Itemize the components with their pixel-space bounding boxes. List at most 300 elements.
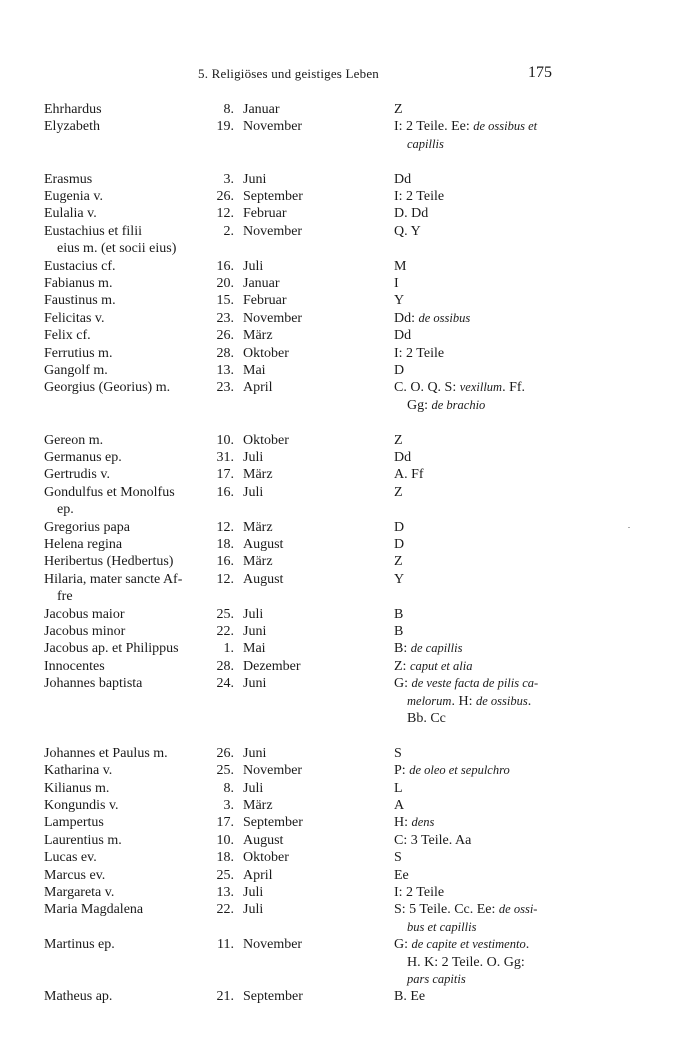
saint-name bbox=[44, 362, 204, 379]
saint-name-line: Faustinus m. bbox=[44, 293, 116, 309]
reference-text: B bbox=[394, 624, 404, 639]
feast-day: 12. bbox=[216, 571, 234, 587]
saint-name bbox=[44, 275, 204, 292]
relic-reference-line bbox=[394, 710, 564, 727]
relic-reference-line bbox=[394, 936, 564, 953]
latin-note: pars capitis bbox=[407, 972, 466, 986]
relic-reference-line bbox=[394, 954, 564, 971]
feast-month: Juni bbox=[243, 676, 267, 692]
relic-reference-line bbox=[394, 832, 564, 849]
relic-reference-line bbox=[394, 188, 564, 205]
feast-day: 12. bbox=[216, 519, 234, 535]
feast-day: 15. bbox=[216, 293, 234, 309]
feast-day: 8. bbox=[223, 780, 234, 796]
reference-text: I: 2 Teile bbox=[394, 885, 445, 900]
saint-name bbox=[44, 536, 204, 553]
saint-name-line: Laurentius m. bbox=[44, 832, 122, 848]
feast-day: 18. bbox=[216, 850, 234, 866]
saint-name bbox=[44, 936, 204, 953]
relic-reference bbox=[394, 536, 564, 553]
relic-reference-line bbox=[394, 797, 564, 814]
feast-day: 28. bbox=[216, 658, 234, 674]
reference-text: Z: bbox=[394, 658, 410, 674]
saint-name-line: Jacobus minor bbox=[44, 624, 126, 639]
relic-reference-line bbox=[394, 919, 564, 936]
feast-month: Juli bbox=[243, 606, 264, 622]
saint-name-line: Johannes et Paulus m. bbox=[44, 745, 168, 761]
relic-reference bbox=[394, 327, 564, 344]
saint-name-line: Gregorius papa bbox=[44, 519, 130, 535]
relic-reference-line bbox=[394, 466, 564, 483]
reference-text: Dd bbox=[394, 328, 412, 344]
scan-speck bbox=[628, 527, 630, 528]
relic-reference-line bbox=[394, 362, 564, 379]
saint-name-line: Kongundis v. bbox=[44, 798, 119, 813]
feast-day: 25. bbox=[216, 867, 234, 883]
reference-text: H: bbox=[394, 815, 412, 831]
saint-name-line: Felicitas v. bbox=[44, 310, 105, 326]
relic-reference bbox=[394, 466, 564, 483]
feast-month: Oktober bbox=[243, 432, 289, 448]
feast-day: 13. bbox=[216, 885, 234, 900]
relic-reference bbox=[394, 171, 564, 188]
saint-name bbox=[44, 553, 204, 570]
latin-note: de oleo et sepulchro bbox=[409, 763, 510, 778]
saint-name bbox=[44, 345, 204, 362]
reference-text: G: bbox=[394, 676, 412, 692]
reference-text: Y bbox=[394, 571, 405, 587]
relic-reference bbox=[394, 780, 564, 797]
saint-name bbox=[44, 519, 204, 536]
relic-reference-line bbox=[394, 118, 564, 135]
latin-note: melorum bbox=[407, 693, 452, 708]
reference-text: . bbox=[527, 693, 532, 709]
relic-reference bbox=[394, 884, 564, 901]
relic-reference-line bbox=[394, 971, 564, 988]
feast-day: 13. bbox=[216, 363, 234, 378]
feast-month: Oktober bbox=[243, 345, 289, 361]
feast-month: November bbox=[243, 310, 303, 326]
relic-reference bbox=[394, 188, 564, 205]
feast-day: 3. bbox=[223, 171, 234, 187]
saint-name bbox=[44, 797, 204, 814]
saint-name bbox=[44, 379, 204, 396]
feast-day: 12. bbox=[216, 206, 234, 222]
saint-name-line: Erasmus bbox=[44, 171, 93, 187]
feast-day: 2. bbox=[223, 223, 234, 239]
feast-month: März bbox=[243, 519, 273, 535]
relic-reference-line bbox=[394, 292, 564, 309]
relic-reference-line bbox=[394, 310, 564, 327]
reference-text: D bbox=[394, 363, 405, 378]
saint-name-line: Eulalia v. bbox=[44, 206, 97, 222]
feast-month: September bbox=[243, 189, 303, 204]
saint-name-line: Marcus ev. bbox=[44, 867, 106, 883]
saint-name-line: Eustacius cf. bbox=[44, 258, 116, 274]
reference-text: Z bbox=[394, 554, 403, 570]
feast-month: Januar bbox=[243, 276, 280, 291]
saint-name-line: Matheus ap. bbox=[44, 989, 113, 1005]
saint-name bbox=[44, 832, 204, 849]
saint-name-line: Gertrudis v. bbox=[44, 467, 110, 483]
relic-reference bbox=[394, 988, 564, 1005]
relic-reference bbox=[394, 814, 564, 831]
saint-name-line: Innocentes bbox=[44, 658, 105, 674]
reference-text: G: bbox=[394, 937, 412, 953]
saint-name-line: Eustachius et filii bbox=[44, 223, 142, 239]
saint-name-line: Helena regina bbox=[44, 537, 123, 552]
feast-month: April bbox=[243, 380, 273, 396]
relic-reference-line bbox=[394, 675, 564, 692]
reference-text: P: bbox=[394, 763, 410, 779]
feast-day: 10. bbox=[216, 832, 234, 848]
saint-name bbox=[44, 205, 204, 222]
saint-name bbox=[44, 310, 204, 327]
relic-reference-line bbox=[394, 814, 564, 831]
saint-name bbox=[44, 118, 204, 135]
latin-note: bus et capillis bbox=[407, 919, 477, 934]
relic-reference-line bbox=[394, 327, 564, 344]
feast-month: September bbox=[243, 815, 303, 831]
feast-day: 23. bbox=[216, 310, 234, 326]
saint-name bbox=[44, 814, 204, 831]
reference-text: Q. Y bbox=[394, 223, 421, 239]
saint-name bbox=[44, 188, 204, 205]
reference-text: M bbox=[394, 258, 407, 274]
saint-name-line: Ferrutius m. bbox=[44, 345, 113, 361]
relic-reference-line bbox=[394, 901, 564, 918]
feast-day: 31. bbox=[216, 450, 234, 465]
running-title: 5. Religiöses und geistiges Leben bbox=[198, 66, 379, 81]
feast-month: Juni bbox=[243, 624, 267, 639]
relic-reference-line bbox=[394, 484, 564, 501]
relic-reference-line bbox=[394, 101, 564, 118]
feast-month: November bbox=[243, 119, 303, 135]
reference-text: I: 2 Teile. Ee: bbox=[394, 119, 474, 135]
feast-month: Mai bbox=[243, 641, 266, 657]
feast-month: März bbox=[243, 328, 273, 344]
relic-reference bbox=[394, 345, 564, 362]
latin-note: capillis bbox=[407, 136, 444, 151]
feast-day: 23. bbox=[216, 380, 234, 396]
saint-name-line: Kilianus m. bbox=[44, 780, 110, 796]
latin-note: de ossibus et bbox=[473, 119, 538, 134]
feast-month: Juli bbox=[243, 484, 264, 500]
reference-text: B. Ee bbox=[394, 989, 426, 1005]
reference-text: . bbox=[525, 937, 530, 953]
feast-month: August bbox=[243, 571, 284, 587]
relic-reference-line bbox=[394, 553, 564, 570]
saint-name bbox=[44, 466, 204, 483]
relic-reference-line bbox=[394, 205, 564, 222]
relic-reference-line bbox=[394, 571, 564, 588]
reference-text: Dd: bbox=[394, 310, 419, 326]
reference-text: C: 3 Teile. Aa bbox=[394, 832, 472, 848]
feast-month: Oktober bbox=[243, 850, 289, 866]
feast-month: Januar bbox=[243, 102, 280, 117]
reference-text: I: 2 Teile bbox=[394, 189, 445, 204]
saint-name bbox=[44, 640, 204, 657]
reference-text: Z bbox=[394, 432, 403, 448]
saint-name bbox=[44, 606, 204, 623]
feast-month: August bbox=[243, 537, 284, 552]
reference-text: S bbox=[394, 745, 402, 761]
saint-name-line: Johannes baptista bbox=[44, 676, 143, 692]
relic-reference-line bbox=[394, 536, 564, 553]
relic-reference bbox=[394, 762, 564, 779]
relic-reference bbox=[394, 223, 564, 240]
feast-month: Juli bbox=[243, 780, 264, 796]
relic-reference-line bbox=[394, 762, 564, 779]
saint-name-line: ep. bbox=[57, 502, 74, 518]
relic-reference-line bbox=[394, 519, 564, 536]
saint-name bbox=[44, 884, 204, 901]
feast-month: Februar bbox=[243, 206, 287, 222]
page-number: 175 bbox=[528, 64, 552, 81]
feast-month: November bbox=[243, 763, 303, 779]
saint-name-line: Margareta v. bbox=[44, 885, 115, 900]
feast-month: Juli bbox=[243, 258, 264, 274]
relic-reference-line bbox=[394, 658, 564, 675]
feast-day: 8. bbox=[223, 102, 234, 117]
saint-name-line: Martinus ep. bbox=[44, 937, 115, 953]
latin-note: de veste facta de pilis ca- bbox=[411, 676, 539, 691]
relic-reference-line bbox=[394, 345, 564, 362]
relic-reference bbox=[394, 118, 564, 153]
saint-name-line: Heribertus (Hedbertus) bbox=[44, 554, 174, 570]
relic-reference-line bbox=[394, 397, 564, 414]
running-head bbox=[0, 66, 700, 86]
saint-name-line: Ehrhardus bbox=[44, 102, 102, 117]
reference-text: D bbox=[394, 537, 405, 552]
reference-text: I: 2 Teile bbox=[394, 345, 445, 361]
relic-reference-line bbox=[394, 849, 564, 866]
relic-reference-line bbox=[394, 606, 564, 623]
feast-month: März bbox=[243, 554, 273, 570]
feast-day: 20. bbox=[216, 276, 234, 291]
latin-note: de capite et vestimento bbox=[411, 937, 526, 952]
relic-reference bbox=[394, 658, 564, 675]
saint-name-line: Jacobus maior bbox=[44, 606, 125, 622]
feast-day: 22. bbox=[216, 902, 234, 918]
reference-text: Dd bbox=[394, 171, 412, 187]
relic-reference-line bbox=[394, 867, 564, 884]
reference-text: Z bbox=[394, 102, 403, 117]
relic-reference-line bbox=[394, 745, 564, 762]
latin-note: de ossibus bbox=[475, 693, 528, 708]
relic-reference bbox=[394, 519, 564, 536]
feast-month: August bbox=[243, 832, 284, 848]
relic-reference-line bbox=[394, 171, 564, 188]
saint-name-line: Georgius (Georius) m. bbox=[44, 380, 171, 396]
reference-text: S bbox=[394, 850, 402, 866]
feast-month: März bbox=[243, 467, 273, 483]
feast-month: November bbox=[243, 223, 303, 239]
relic-reference-line bbox=[394, 136, 564, 153]
relic-reference-line bbox=[394, 275, 564, 292]
relic-reference bbox=[394, 292, 564, 309]
saint-name bbox=[44, 223, 204, 258]
reference-text: S: 5 Teile. Cc. Ee: bbox=[394, 902, 499, 918]
latin-note: de capillis bbox=[410, 641, 463, 656]
feast-month: Juni bbox=[243, 745, 267, 761]
feast-day: 25. bbox=[216, 606, 234, 622]
saint-name bbox=[44, 675, 204, 692]
relic-reference bbox=[394, 623, 564, 640]
relic-reference-line bbox=[394, 640, 564, 657]
saint-name bbox=[44, 762, 204, 779]
saint-name bbox=[44, 292, 204, 309]
feast-day: 3. bbox=[223, 798, 234, 813]
saint-name bbox=[44, 484, 204, 519]
reference-text: C. O. Q. S: bbox=[394, 380, 460, 396]
relic-reference-line bbox=[394, 988, 564, 1005]
feast-month: September bbox=[243, 989, 303, 1005]
relic-reference bbox=[394, 432, 564, 449]
reference-text: . Ff. bbox=[502, 380, 526, 396]
reference-text: Z bbox=[394, 484, 403, 500]
relic-reference-line bbox=[394, 379, 564, 396]
saint-name bbox=[44, 780, 204, 797]
relic-reference bbox=[394, 449, 564, 466]
reference-text: D bbox=[394, 519, 405, 535]
feast-day: 24. bbox=[216, 676, 234, 692]
saint-name-line: Elyzabeth bbox=[44, 119, 100, 135]
reference-text: B bbox=[394, 606, 404, 622]
relic-reference bbox=[394, 310, 564, 327]
reference-text: A bbox=[394, 798, 405, 813]
reference-text: D. Dd bbox=[394, 206, 429, 222]
relic-reference bbox=[394, 205, 564, 222]
reference-text: B: bbox=[394, 641, 411, 657]
saint-name-line: Eugenia v. bbox=[44, 189, 103, 204]
relic-reference-line bbox=[394, 780, 564, 797]
saint-name bbox=[44, 623, 204, 640]
saint-name bbox=[44, 901, 204, 918]
saint-name-line: Hilaria, mater sancte Af- bbox=[44, 571, 183, 587]
relic-reference bbox=[394, 640, 564, 657]
relic-reference-line bbox=[394, 884, 564, 901]
feast-month: Mai bbox=[243, 363, 266, 378]
feast-month: Juli bbox=[243, 885, 264, 900]
feast-day: 21. bbox=[216, 989, 234, 1005]
saint-name-line: Gangolf m. bbox=[44, 363, 108, 378]
latin-note: vexillum bbox=[459, 380, 503, 395]
feast-month: Februar bbox=[243, 293, 287, 309]
feast-day: 1. bbox=[223, 641, 234, 657]
saint-name bbox=[44, 867, 204, 884]
saint-name-line: Fabianus m. bbox=[44, 276, 113, 291]
feast-day: 22. bbox=[216, 624, 234, 639]
saint-name bbox=[44, 988, 204, 1005]
relic-reference-line bbox=[394, 623, 564, 640]
saint-name bbox=[44, 449, 204, 466]
saint-name-line: Lampertus bbox=[44, 815, 104, 831]
relic-reference bbox=[394, 571, 564, 588]
feast-day: 25. bbox=[216, 763, 234, 779]
saint-name-line: Gondulfus et Monolfus bbox=[44, 484, 175, 500]
feast-month: Juni bbox=[243, 171, 267, 187]
feast-day: 17. bbox=[216, 467, 234, 483]
feast-month: Dezember bbox=[243, 658, 301, 674]
relic-reference bbox=[394, 258, 564, 275]
reference-text: L bbox=[394, 780, 403, 796]
feast-month: März bbox=[243, 798, 273, 813]
reference-text: Gg: bbox=[407, 397, 432, 413]
reference-text: Ee bbox=[394, 867, 409, 883]
saint-name-line: Katharina v. bbox=[44, 763, 113, 779]
relic-reference-line bbox=[394, 432, 564, 449]
relic-reference bbox=[394, 745, 564, 762]
relic-reference bbox=[394, 606, 564, 623]
feast-day: 26. bbox=[216, 328, 234, 344]
saint-name-line: Germanus ep. bbox=[44, 450, 122, 465]
reference-text: . H: bbox=[451, 693, 476, 709]
reference-text: Bb. Cc bbox=[407, 711, 446, 726]
relic-reference bbox=[394, 675, 564, 727]
saint-name bbox=[44, 258, 204, 275]
feast-month: Juli bbox=[243, 902, 264, 918]
feast-day: 16. bbox=[216, 484, 234, 500]
relic-reference-line bbox=[394, 223, 564, 240]
relic-reference bbox=[394, 101, 564, 118]
relic-reference-line bbox=[394, 449, 564, 466]
relic-reference bbox=[394, 832, 564, 849]
reference-text: H. K: 2 Teile. O. Gg: bbox=[407, 954, 525, 970]
relic-reference bbox=[394, 867, 564, 884]
saint-name-line: Maria Magdalena bbox=[44, 902, 144, 918]
saint-name bbox=[44, 658, 204, 675]
feast-day: 17. bbox=[216, 815, 234, 831]
relic-reference-line bbox=[394, 693, 564, 710]
saint-name-line: Gereon m. bbox=[44, 432, 104, 448]
relic-reference bbox=[394, 936, 564, 988]
relic-reference bbox=[394, 797, 564, 814]
relic-reference bbox=[394, 379, 564, 414]
saint-name bbox=[44, 171, 204, 188]
relic-reference bbox=[394, 901, 564, 936]
saint-name-line: Lucas ev. bbox=[44, 850, 97, 866]
saint-name bbox=[44, 849, 204, 866]
saint-name-line: fre bbox=[57, 589, 73, 605]
latin-note: de ossibus bbox=[418, 310, 471, 325]
feast-day: 26. bbox=[216, 189, 234, 204]
latin-note: de ossi- bbox=[498, 902, 538, 917]
saint-name bbox=[44, 101, 204, 118]
feast-month: November bbox=[243, 937, 303, 953]
feast-month: Juli bbox=[243, 450, 264, 465]
reference-text: I bbox=[394, 276, 399, 291]
feast-day: 11. bbox=[217, 937, 234, 953]
latin-note: dens bbox=[411, 815, 435, 830]
saint-name bbox=[44, 327, 204, 344]
feast-day: 26. bbox=[216, 745, 234, 761]
relic-reference bbox=[394, 484, 564, 501]
relic-reference bbox=[394, 362, 564, 379]
saint-name bbox=[44, 745, 204, 762]
feast-month: April bbox=[243, 867, 273, 883]
saint-name-line: Jacobus ap. et Philippus bbox=[44, 641, 179, 657]
feast-day: 18. bbox=[216, 537, 234, 552]
relic-reference bbox=[394, 849, 564, 866]
feast-day: 19. bbox=[216, 119, 234, 135]
feast-day: 16. bbox=[216, 258, 234, 274]
saint-name-line: eius m. (et socii eius) bbox=[57, 241, 177, 257]
saint-name bbox=[44, 571, 204, 606]
feast-day: 16. bbox=[216, 554, 234, 570]
reference-text: A. Ff bbox=[394, 467, 424, 483]
latin-note: caput et alia bbox=[409, 658, 473, 673]
